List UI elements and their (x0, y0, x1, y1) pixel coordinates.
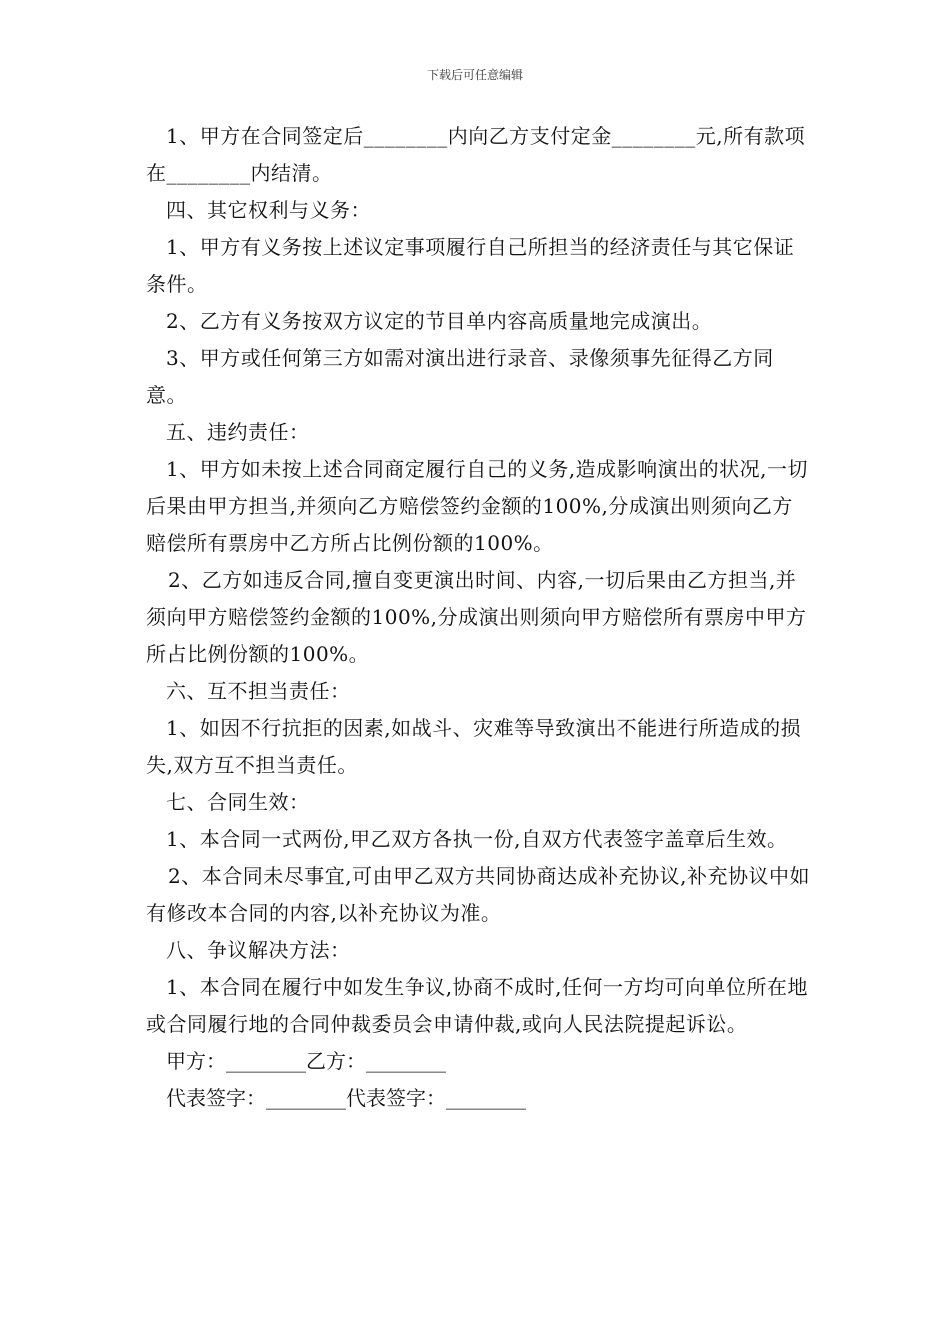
section-heading-force-majeure: 六、互不担当责任： (166, 679, 351, 703)
section-heading-rights: 四、其它权利与义务： (166, 198, 371, 222)
paragraph-rights-2: 2、乙方有义务按双方议定的节目单内容高质量地完成演出。 (166, 309, 713, 333)
signature-representatives-line: 代表签字：________代表签字：________ (166, 1086, 526, 1110)
page-header: 下载后可任意编辑 (426, 68, 523, 82)
paragraph-payment-terms: 1、甲方在合同签定后________内向乙方支付定金________元,所有款项在________内结清。 (146, 124, 806, 185)
paragraph-breach-2: 2、乙方如违反合同,擅自变更演出时间、内容,一切后果由乙方担当,并须向甲方赔偿签约金额的100%,分成演出则须向甲方赔偿所有票房中甲方所占比例份额的100%。 (146, 568, 807, 666)
paragraph-effectiveness-2: 2、本合同未尽事宜,可由甲乙双方共同协商达成补充协议,补充协议中如有修改本合同的内容,以补充协议为准。 (146, 864, 810, 925)
paragraph-dispute-1: 1、本合同在履行中如发生争议,协商不成时,任何一方均可向单位所在地或合同履行地的合同仲裁委员会申请仲裁,或向人民法院提起诉讼。 (146, 975, 808, 1036)
paragraph-rights-3: 3、甲方或任何第三方如需对演出进行录音、录像须事先征得乙方同意。 (146, 346, 774, 407)
signature-parties-line: 甲方：________乙方：________ (166, 1049, 446, 1073)
section-heading-effectiveness: 七、合同生效： (166, 790, 310, 814)
section-heading-dispute: 八、争议解决方法： (166, 938, 351, 962)
paragraph-rights-1: 1、甲方有义务按上述议定事项履行自己所担当的经济责任与其它保证条件。 (146, 235, 795, 296)
paragraph-effectiveness-1: 1、本合同一式两份,甲乙双方各执一份,自双方代表签字盖章后生效。 (166, 827, 788, 851)
document-body (146, 118, 811, 1117)
paragraph-breach-1: 1、甲方如未按上述合同商定履行自己的义务,造成影响演出的状况,一切后果由甲方担当,并须向乙方赔偿签约金额的100%,分成演出则须向乙方赔偿所有票房中乙方所占比例份额的100%。 (146, 457, 808, 555)
paragraph-force-majeure-1: 1、如因不行抗拒的因素,如战斗、灾难等导致演出不能进行所造成的损失,双方互不担当责任。 (146, 716, 802, 777)
section-heading-breach: 五、违约责任： (166, 420, 310, 444)
